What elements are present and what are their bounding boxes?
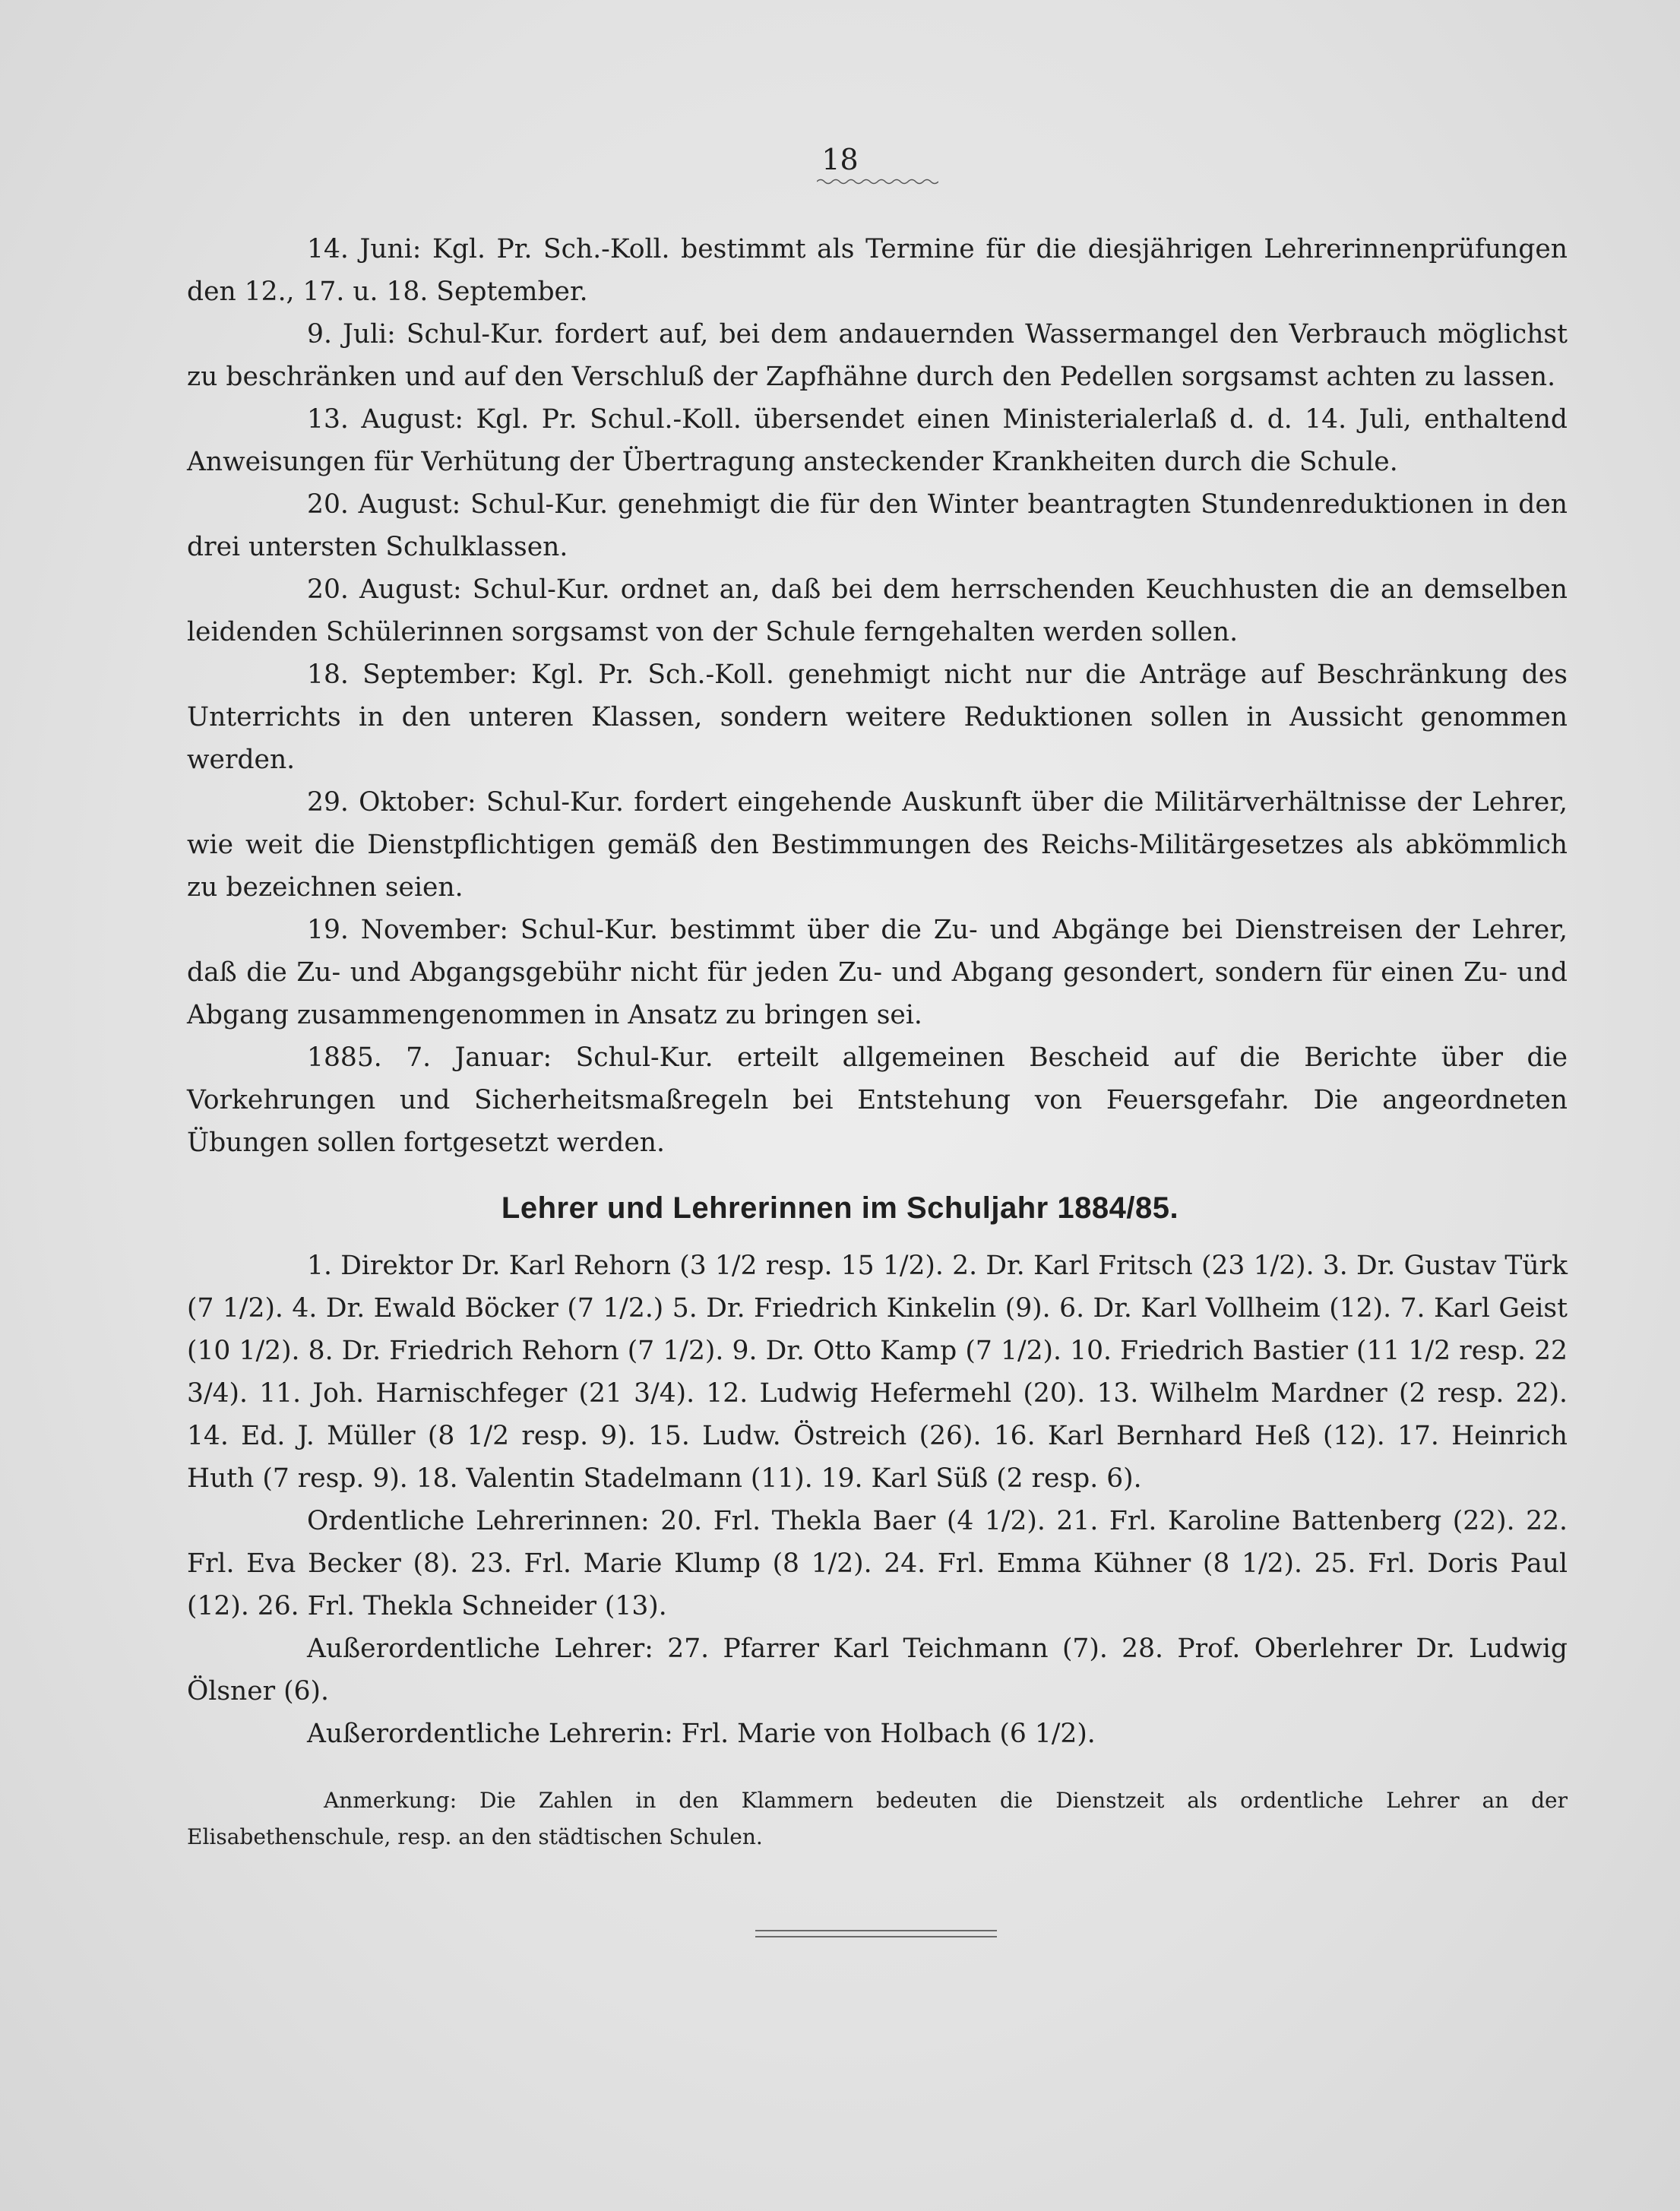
entry-paragraph: 20. August: Schul-Kur. ordnet an, daß bei dem herrschenden Keuchhusten die an demselben leidenden Schülerinnen sorgsamst von der Schule ferngehalten werden sollen.	[187, 574, 1568, 647]
staff-list	[187, 1245, 1568, 1755]
entry-paragraph: 20. August: Schul-Kur. genehmigt die für den Winter beantragten Stundenreduktionen in den drei untersten Schulklassen.	[187, 489, 1568, 562]
entry-paragraph: 1885. 7. Januar: Schul-Kur. erteilt allgemeinen Bescheid auf die Berichte über die Vorkehrungen und Sicherheitsmaßregeln bei Entstehung von Feuersgefahr. Die angeordneten Übungen sollen fortgesetzt werden.	[187, 1042, 1568, 1158]
staff-paragraph-extraordinary-female-teacher: Außerordentliche Lehrerin: Frl. Marie von Holbach (6 1/2).	[307, 1719, 1096, 1749]
entry-paragraph: 18. September: Kgl. Pr. Sch.-Koll. genehmigt nicht nur die Anträge auf Beschränkung des Unterrichts in den unteren Klassen, sondern weitere Reduktionen sollen in Aussicht genommen werden.	[187, 660, 1568, 775]
staff-paragraph-teachers: 1. Direktor Dr. Karl Rehorn (3 1/2 resp. 15 1/2). 2. Dr. Karl Fritsch (23 1/2). 3. Dr. Gustav Türk (7 1/2). 4. Dr. Ewald Böcker (7 1/2.) 5. Dr. Friedrich Kinkelin (9). 6. Dr. Karl Vollheim (12). 7. Karl Geist (10 1/2). 8. Dr. Friedrich Rehorn (7 1/2). 9. Dr. Otto Kamp (7 1/2). 10. Friedrich Bastier (11 1/2 resp. 22 3/4). 11. Joh. Harnischfeger (21 3/4). 12. Ludwig Hefermehl (20). 13. Wilhelm Mardner (2 resp. 22). 14. Ed. J. Müller (8 1/2 resp. 9). 15. Ludw. Östreich (26). 16. Karl Bernhard Heß (12). 17. Heinrich Huth (7 resp. 9). 18. Valentin Stadelmann (11). 19. Karl Süß (2 resp. 6).	[187, 1251, 1568, 1494]
entry-paragraph: 29. Oktober: Schul-Kur. fordert eingehende Auskunft über die Militärverhältnisse der Lehrer, wie weit die Dienstpflichtigen gemäß den Bestimmungen des Reichs-Militärgesetzes als abkömmlich zu bezeichnen seien.	[187, 787, 1568, 903]
section-heading: Lehrer und Lehrerinnen im Schuljahr 1884/85.	[501, 1191, 1179, 1225]
staff-paragraph-extraordinary-teachers: Außerordentliche Lehrer: 27. Pfarrer Karl Teichmann (7). 28. Prof. Oberlehrer Dr. Ludwig Ölsner (6).	[187, 1634, 1568, 1706]
entry-paragraph: 9. Juli: Schul-Kur. fordert auf, bei dem andauernden Wassermangel den Verbrauch möglichst zu beschränken und auf den Verschluß der Zapfhähne durch den Pedellen sorgsamst achten zu lassen.	[187, 319, 1568, 392]
entry-paragraph: 14. Juni: Kgl. Pr. Sch.-Koll. bestimmt als Termine für die diesjährigen Lehrerinnenprüfungen den 12., 17. u. 18. September.	[187, 234, 1568, 307]
chronicle-entries	[187, 228, 1568, 1164]
entry-paragraph: 19. November: Schul-Kur. bestimmt über die Zu- und Abgänge bei Dienstreisen der Lehrer, daß die Zu- und Abgangsgebühr nicht für jeden Zu- und Abgang gesondert, sondern für einen Zu- und Abgang zusammengenommen in Ansatz zu bringen sei.	[187, 915, 1568, 1030]
footnote	[187, 1782, 1568, 1855]
entry-paragraph: 13. August: Kgl. Pr. Schul.-Koll. übersendet einen Ministerialerlaß d. d. 14. Juli, enthaltend Anweisungen für Verhütung der Übertragung ansteckender Krankheiten durch die Schule.	[187, 404, 1568, 477]
page-number: 18	[821, 143, 859, 176]
closing-rule-bottom	[755, 1936, 997, 1937]
page-number-ornament	[817, 177, 938, 186]
closing-rule-top	[755, 1930, 997, 1931]
staff-paragraph-female-teachers: Ordentliche Lehrerinnen: 20. Frl. Thekla Baer (4 1/2). 21. Frl. Karoline Battenberg (22). 22. Frl. Eva Becker (8). 23. Frl. Marie Klump (8 1/2). 24. Frl. Emma Kühner (8 1/2). 25. Frl. Doris Paul (12). 26. Frl. Thekla Schneider (13).	[187, 1506, 1568, 1621]
footnote-text: Anmerkung: Die Zahlen in den Klammern bedeuten die Dienstzeit als ordentliche Lehrer an der Elisabethenschule, resp. an den städtischen Schulen.	[187, 1788, 1568, 1849]
